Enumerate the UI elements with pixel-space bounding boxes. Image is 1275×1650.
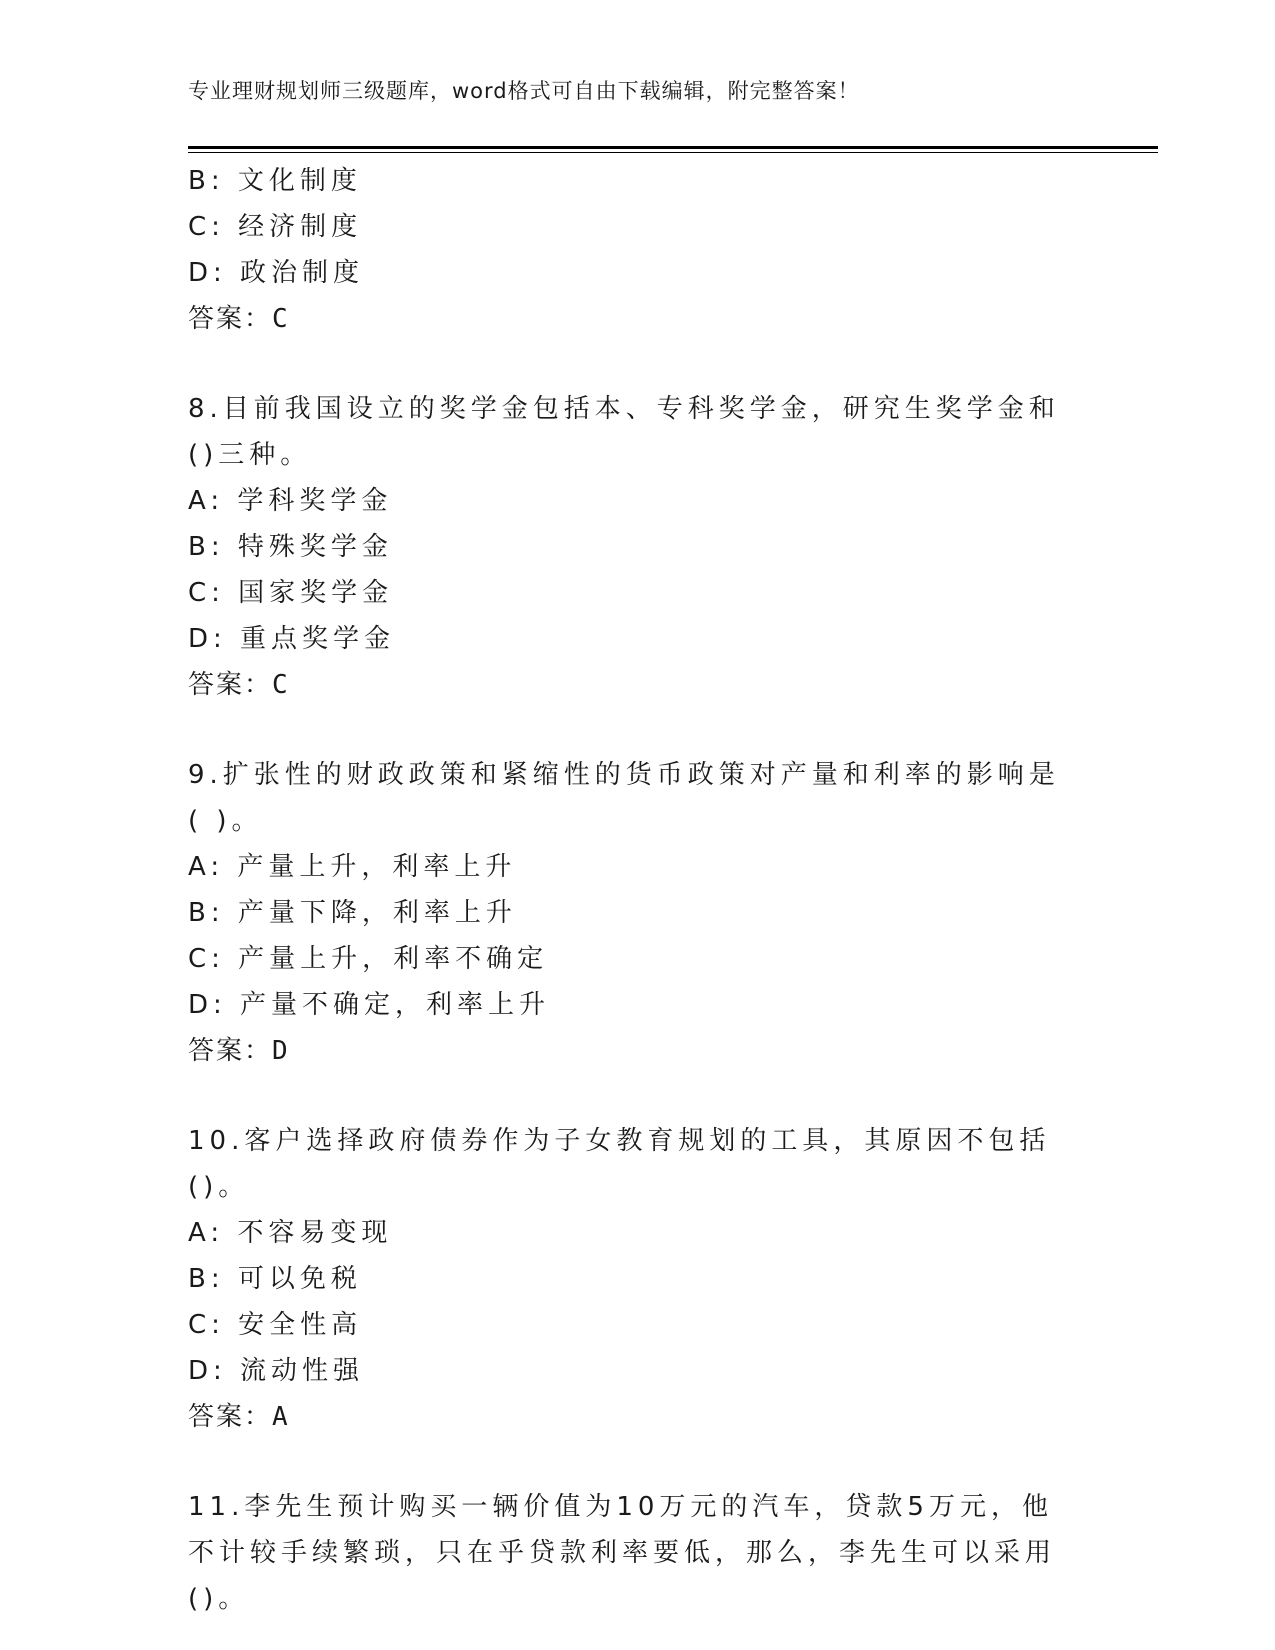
- option: A: 不容易变现: [188, 1218, 393, 1248]
- option: B: 特殊奖学金: [188, 532, 393, 562]
- option: B: 产量下降，利率上升: [188, 898, 517, 928]
- question-stem: 10.客户选择政府债券作为子女教育规划的工具，其原因不包括()。: [188, 1126, 1051, 1202]
- answer-value: A: [272, 1402, 290, 1432]
- question-8: [188, 386, 1088, 708]
- option: D: 产量不确定，利率上升: [188, 990, 551, 1020]
- option: C: 产量上升，利率不确定: [188, 944, 549, 974]
- option: D: 重点奖学金: [188, 624, 396, 654]
- question-content: [188, 158, 1088, 1622]
- answer-line: [188, 1028, 1088, 1074]
- answer-label: 答案：: [188, 670, 273, 700]
- answer-value: C: [272, 304, 290, 334]
- answer-label: 答案：: [188, 1402, 273, 1432]
- answer-line: [188, 1394, 1088, 1440]
- answer-line: [188, 296, 1088, 342]
- question-stem: 9.扩张性的财政政策和紧缩性的货币政策对产量和利率的影响是( )。: [188, 760, 1060, 836]
- answer-label: 答案：: [188, 1036, 273, 1066]
- page-header: 专业理财规划师三级题库，word格式可自由下载编辑，附完整答案！: [188, 79, 860, 103]
- answer-value: C: [272, 670, 290, 700]
- option: C: 国家奖学金: [188, 578, 394, 608]
- header-rule-thin: [188, 152, 1158, 153]
- header-rule-thick: [188, 146, 1158, 149]
- question-10: [188, 1118, 1088, 1440]
- option: A: 学科奖学金: [188, 486, 393, 516]
- answer-value: D: [272, 1036, 290, 1066]
- option: C: 安全性高: [188, 1310, 363, 1340]
- option: D: 流动性强: [188, 1356, 365, 1386]
- answer-label: 答案：: [188, 304, 273, 334]
- option: C: 经济制度: [188, 212, 363, 242]
- question-11: [188, 1484, 1088, 1622]
- option: D: 政治制度: [188, 258, 365, 288]
- option: B: 文化制度: [188, 166, 362, 196]
- prev-question: [188, 158, 1088, 342]
- question-stem: 8.目前我国设立的奖学金包括本、专科奖学金，研究生奖学金和()三种。: [188, 394, 1060, 470]
- answer-line: [188, 662, 1088, 708]
- option: A: 产量上升，利率上升: [188, 852, 517, 882]
- option: B: 可以免税: [188, 1264, 362, 1294]
- question-stem: 11.李先生预计购买一辆价值为10万元的汽车，贷款5万元，他不计较手续繁琐，只在乎贷款利率要低，那么，李先生可以采用()。: [188, 1492, 1057, 1614]
- question-9: [188, 752, 1088, 1074]
